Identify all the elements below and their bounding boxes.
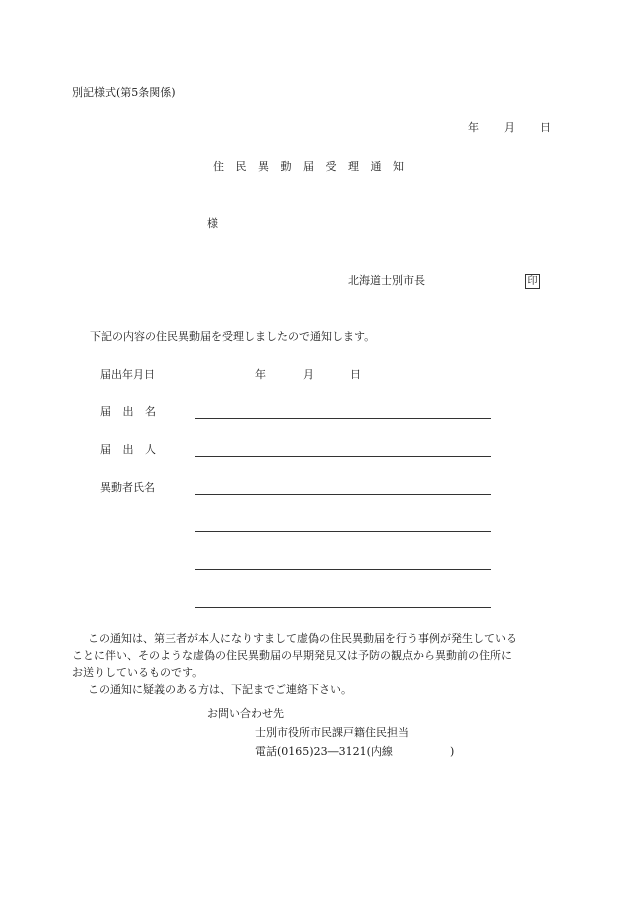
notification-date-month: 月: [303, 368, 314, 381]
notice-line-3: お送りしているものです。: [72, 666, 204, 679]
contact-phone-close: ): [450, 745, 455, 758]
addressee-suffix: 様: [207, 217, 218, 230]
notice-line-1: この通知は、第三者が本人になりすまして虚偽の住民異動届を行う事例が発生している: [88, 632, 517, 645]
mover-name-line-2: [195, 531, 491, 532]
document-title: 住民異動届受理通知: [213, 160, 416, 173]
notification-date-year: 年: [255, 368, 266, 381]
notifier-label: 届 出 人: [100, 443, 160, 456]
notification-date-day: 日: [350, 368, 361, 381]
notice-name-label: 届 出 名: [100, 405, 160, 418]
notice-line-2: ことに伴い、そのような虚偽の住民異動届の早期発見又は予防の観点から異動前の住所に: [72, 649, 512, 662]
intro-text: 下記の内容の住民異動届を受理しましたので通知します。: [90, 330, 376, 343]
contact-phone: 電話(0165)23―3121(内線: [255, 745, 393, 758]
notice-name-line: [195, 418, 491, 419]
date-month-label: 月: [504, 121, 515, 134]
date-day-label: 日: [540, 121, 551, 134]
date-year-label: 年: [468, 121, 479, 134]
notification-date-label: 届出年月日: [100, 368, 155, 381]
contact-department: 士別市役所市民課戸籍住民担当: [255, 726, 409, 739]
issuer-name: 北海道士別市長: [348, 274, 425, 287]
notifier-line: [195, 456, 491, 457]
mover-name-line-4: [195, 607, 491, 608]
mover-name-line-1: [195, 494, 491, 495]
mover-name-line-3: [195, 569, 491, 570]
contact-heading: お問い合わせ先: [207, 707, 284, 720]
notice-paragraph: [72, 630, 556, 698]
form-reference: 別記様式(第5条関係): [72, 86, 176, 99]
seal-mark: 印: [525, 274, 540, 289]
mover-name-label: 異動者氏名: [100, 481, 155, 494]
notice-line-4: この通知に疑義のある方は、下記までご連絡下さい。: [88, 683, 352, 696]
